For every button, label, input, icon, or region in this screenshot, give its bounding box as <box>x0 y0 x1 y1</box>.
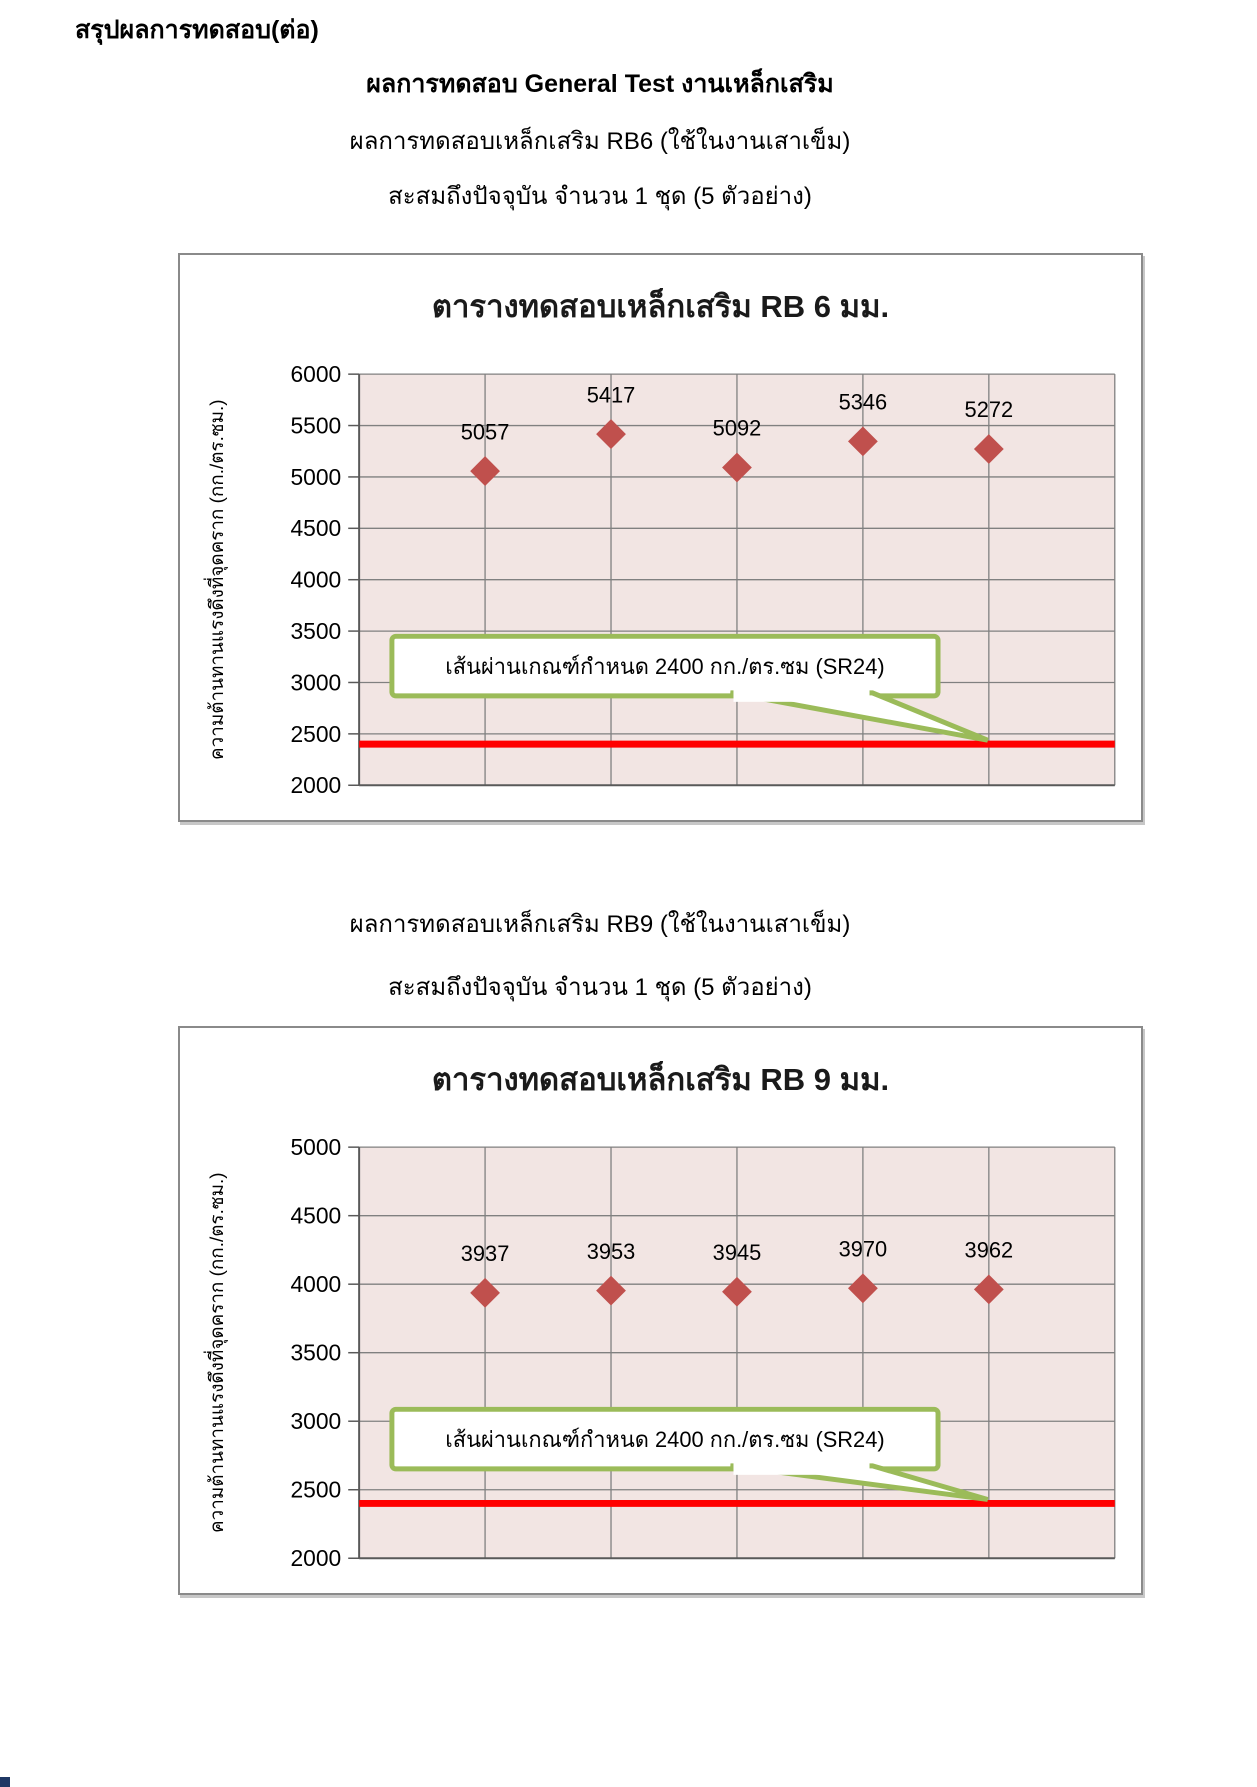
y-axis-title: ความต้านทานแรงดึงที่จุดคราก (กก./ตร.ซม.) <box>206 399 228 760</box>
callout-junction-patch <box>733 688 869 702</box>
data-point-label: 3962 <box>964 1237 1014 1263</box>
data-point-label: 3953 <box>586 1238 636 1264</box>
data-point-label: 5272 <box>964 397 1014 423</box>
y-tick-label: 6000 <box>290 361 342 388</box>
data-point-label: 5417 <box>586 382 636 408</box>
chart-rb6-title: ตารางทดสอบเหล็กเสริม RB 6 มม. <box>431 289 890 324</box>
callout-label: เส้นผ่านเกณฑ์กำหนด 2400 กก./ตร.ซม (SR24) <box>445 654 885 680</box>
callout-junction-patch <box>733 1461 869 1475</box>
data-point-label: 3937 <box>460 1241 510 1267</box>
chart-rb6-section-line1: ผลการทดสอบเหล็กเสริม RB6 (ใช้ในงานเสาเข็ม) <box>349 128 851 155</box>
chart-rb9-canvas <box>180 1028 1141 1593</box>
data-point-label: 5092 <box>712 415 762 441</box>
y-tick-label: 3000 <box>290 1408 342 1435</box>
callout-label: เส้นผ่านเกณฑ์กำหนด 2400 กก./ตร.ซม (SR24) <box>445 1427 885 1453</box>
data-point-label: 3945 <box>712 1239 762 1265</box>
data-point-label: 5346 <box>838 389 888 415</box>
chart-rb9-title: ตารางทดสอบเหล็กเสริม RB 9 มม. <box>431 1062 890 1097</box>
y-tick-label: 5500 <box>290 412 342 439</box>
data-point-label: 3970 <box>838 1236 888 1262</box>
data-point-label: 5057 <box>460 419 510 445</box>
y-tick-label: 4500 <box>290 515 342 542</box>
y-tick-label: 2500 <box>290 1476 342 1503</box>
y-tick-label: 5000 <box>290 463 342 490</box>
y-tick-label: 2000 <box>290 1545 342 1572</box>
report-subtitle: ผลการทดสอบ General Test งานเหล็กเสริม <box>366 70 834 98</box>
y-tick-label: 4500 <box>290 1202 342 1229</box>
scan-artifact <box>0 1777 10 1787</box>
y-tick-label: 2000 <box>290 772 342 799</box>
chart-rb6-section-line2: สะสมถึงปัจจุบัน จำนวน 1 ชุด (5 ตัวอย่าง) <box>388 183 812 210</box>
y-axis-title: ความต้านทานแรงดึงที่จุดคราก (กก./ตร.ซม.) <box>206 1172 228 1533</box>
y-tick-label: 2500 <box>290 720 342 747</box>
chart-rb6-frame <box>178 253 1143 822</box>
chart-rb9-section-line2: สะสมถึงปัจจุบัน จำนวน 1 ชุด (5 ตัวอย่าง) <box>388 974 812 1001</box>
chart-rb6-canvas <box>180 255 1141 820</box>
y-tick-label: 3000 <box>290 669 342 696</box>
y-tick-label: 3500 <box>290 618 342 645</box>
y-tick-label: 3500 <box>290 1339 342 1366</box>
chart-rb9-section-line1: ผลการทดสอบเหล็กเสริม RB9 (ใช้ในงานเสาเข็ม) <box>349 911 851 938</box>
y-tick-label: 4000 <box>290 1271 342 1298</box>
y-tick-label: 5000 <box>290 1134 342 1161</box>
y-tick-label: 4000 <box>290 566 342 593</box>
page-title: สรุปผลการทดสอบ(ต่อ) <box>75 16 319 44</box>
chart-rb9-frame <box>178 1026 1143 1595</box>
